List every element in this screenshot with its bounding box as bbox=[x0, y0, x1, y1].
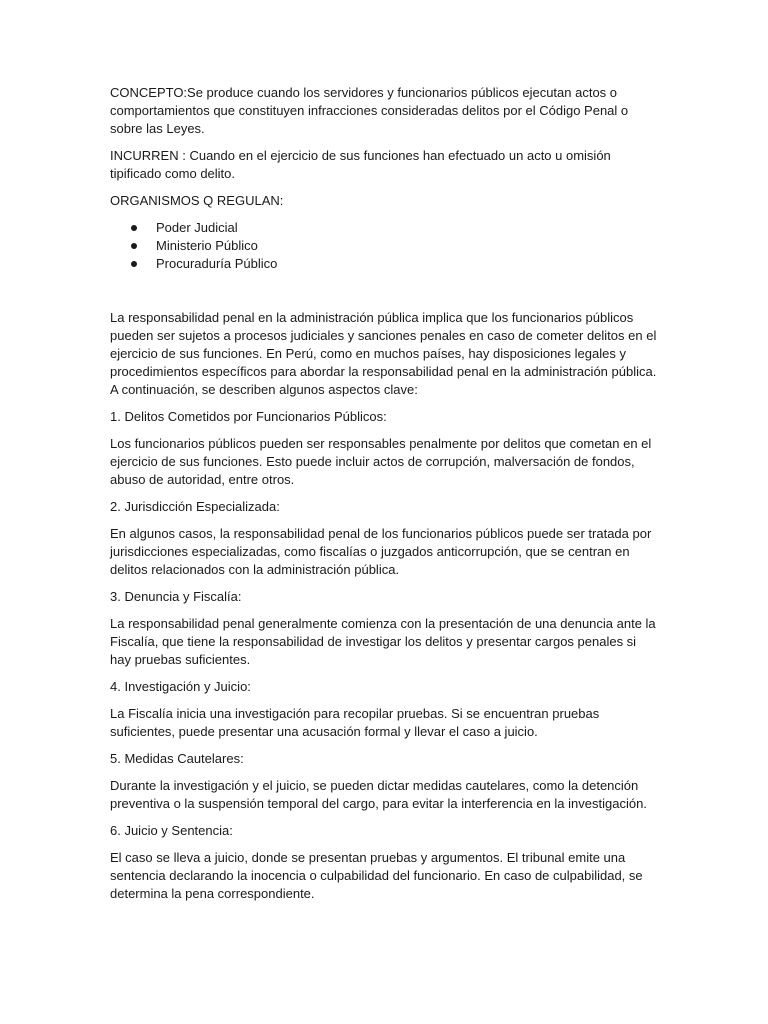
blank-spacer bbox=[110, 282, 660, 309]
list-item bbox=[110, 237, 660, 255]
list-item-label: Procuraduría Público bbox=[156, 256, 278, 271]
section-body: La responsabilidad penal generalmente comienza con la presentación de una denuncia ante la Fiscalía, que tiene la responsabilidad de investigar los delitos y presentar cargos penales si hay pruebas suficientes. bbox=[110, 616, 656, 667]
concepto-paragraph: CONCEPTO:Se produce cuando los servidores y funcionarios públicos ejecutan actos o comportamientos que constituyen infracciones consideradas delitos por el Código Penal o sobre las Leyes. bbox=[110, 85, 629, 136]
intro-paragraph: La responsabilidad penal en la administración pública implica que los funcionarios públicos pueden ser sujetos a procesos judiciales y sanciones penales en caso de cometer delitos en el ejercicio de sus funciones. En Perú, como en muchos países, hay disposiciones legales y procedimientos específicos para abordar la responsabilidad penal en la administración pública. A continuación, se describen algunos aspectos clave: bbox=[110, 310, 657, 397]
document-page bbox=[110, 84, 660, 912]
incurren-paragraph: INCURREN : Cuando en el ejercicio de sus funciones han efectuado un acto u omisión tipificado como delito. bbox=[110, 148, 611, 181]
organismos-list bbox=[110, 219, 660, 273]
list-item-label: Poder Judicial bbox=[156, 220, 238, 235]
bullet-icon bbox=[131, 261, 137, 267]
section-heading: 1. Delitos Cometidos por Funcionarios Públicos: bbox=[110, 409, 387, 424]
section-body: Durante la investigación y el juicio, se pueden dictar medidas cautelares, como la detención preventiva o la suspensión temporal del cargo, para evitar la interferencia en la investigación. bbox=[110, 778, 647, 811]
section-heading: 5. Medidas Cautelares: bbox=[110, 751, 244, 766]
list-item bbox=[110, 255, 660, 273]
section-body: La Fiscalía inicia una investigación para recopilar pruebas. Si se encuentran pruebas suficientes, puede presentar una acusación formal y llevar el caso a juicio. bbox=[110, 706, 600, 739]
section-body: En algunos casos, la responsabilidad penal de los funcionarios públicos puede ser tratada por jurisdicciones especializadas, como fiscalías o juzgados anticorrupción, que se centran en delitos relacionados con la administración pública. bbox=[110, 526, 652, 577]
bullet-icon bbox=[131, 243, 137, 249]
bullet-icon bbox=[131, 225, 137, 231]
list-item-label: Ministerio Público bbox=[156, 238, 258, 253]
section-heading: 3. Denuncia y Fiscalía: bbox=[110, 589, 242, 604]
section-body: Los funcionarios públicos pueden ser responsables penalmente por delitos que cometan en el ejercicio de sus funciones. Esto puede incluir actos de corrupción, malversación de fondos, abuso de autoridad, entre otros. bbox=[110, 436, 652, 487]
list-item bbox=[110, 219, 660, 237]
section-heading: 2. Jurisdicción Especializada: bbox=[110, 499, 280, 514]
organismos-heading: ORGANISMOS Q REGULAN: bbox=[110, 193, 284, 208]
section-body: El caso se lleva a juicio, donde se presentan pruebas y argumentos. El tribunal emite una sentencia declarando la inocencia o culpabilidad del funcionario. En caso de culpabilidad, se determina la pena correspondiente. bbox=[110, 850, 643, 901]
section-heading: 4. Investigación y Juicio: bbox=[110, 679, 251, 694]
section-heading: 6. Juicio y Sentencia: bbox=[110, 823, 233, 838]
